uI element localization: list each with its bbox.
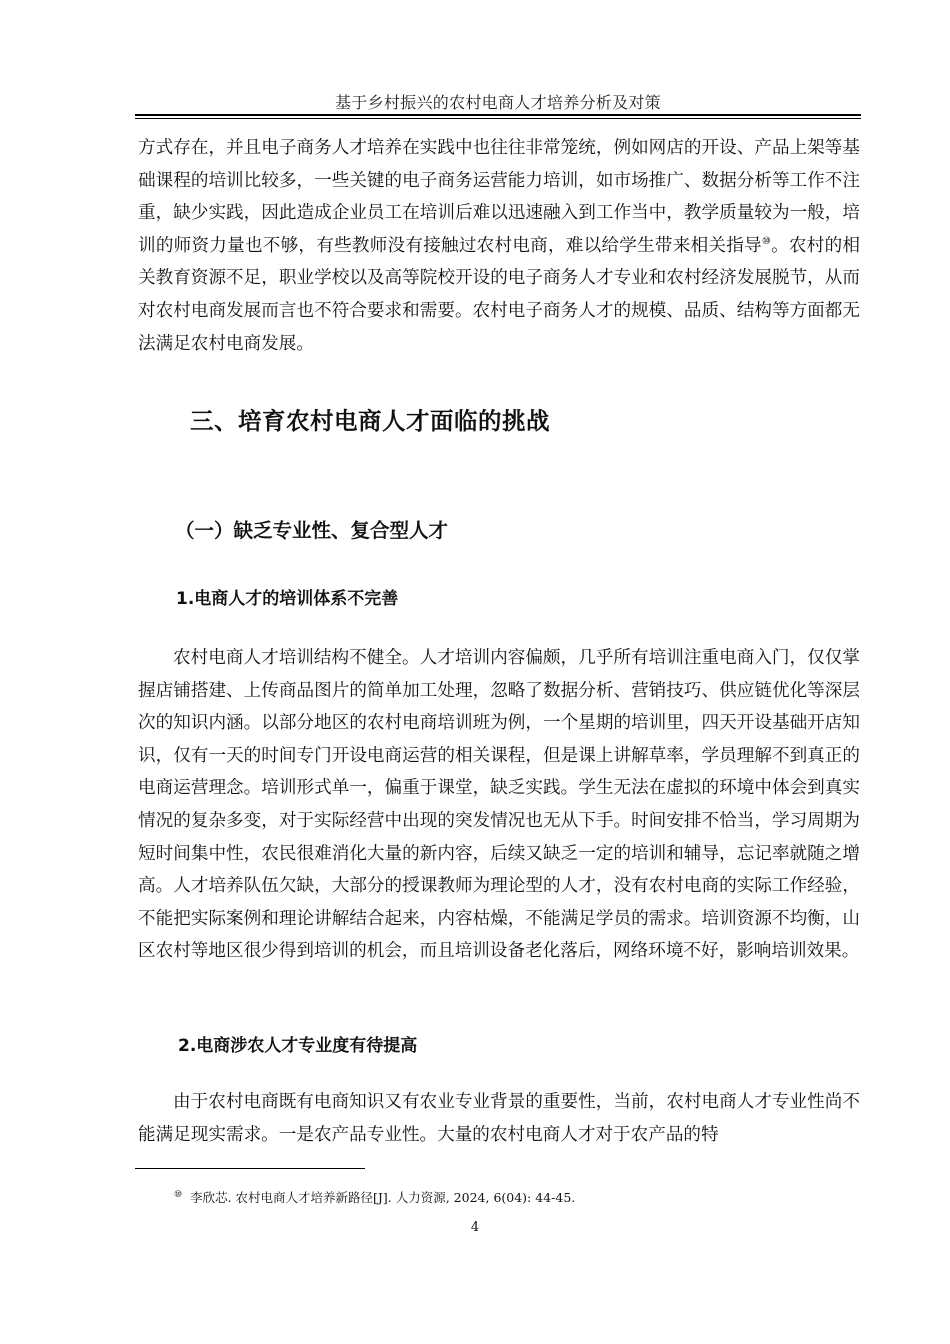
header-rule-thin: [135, 118, 861, 119]
body-paragraph-3: 由于农村电商既有电商知识又有农业专业背景的重要性，当前，农村电商人才专业性尚不能满足现实需求。一是农产品专业性。大量的农村电商人才对于农产品的特: [138, 1092, 860, 1145]
header-rule: [135, 114, 861, 116]
footnote: [174, 1188, 575, 1206]
section-heading: 三、培育农村电商人才面临的挑战: [190, 407, 550, 435]
footnote-marker: ⑩: [174, 1189, 183, 1200]
running-header: 基于乡村振兴的农村电商人才培养分析及对策: [334, 93, 661, 112]
footnote-text: 李欣芯. 农村电商人才培养新路径[J]. 人力资源, 2024, 6(04): 44-45.: [190, 1190, 576, 1205]
sub-heading-1: 1.电商人才的培训体系不完善: [176, 589, 399, 609]
paragraph-1-text-a: 方式存在，并且电子商务人才培养在实践中也往往非常笼统，例如网店的开设、产品上架等基础课程的培训比较多，一些关键的电子商务运营能力培训，如市场推广、数据分析等工作不注重，缺少实践，因此造成企业员工在培训后难以迅速融入到工作当中，教学质量较为一般，培训的师资力量也不够，有些教师没有接触过农村电商，难以给学生带来相关指导: [138, 138, 860, 256]
subsection-heading: （一）缺乏专业性、复合型人才: [175, 519, 449, 542]
paragraph-1-text-b: 。农村的相关教育资源不足，职业学校以及高等院校开设的电子商务人才专业和农村经济发展脱节，从而对农村电商发展而言也不符合要求和需要。农村电子商务人才的规模、品质、结构等方面都无法满足农村电商发展。: [138, 235, 860, 354]
footnote-separator: [135, 1168, 365, 1169]
page-number: 4: [470, 1220, 480, 1235]
body-paragraph-2: 农村电商人才培训结构不健全。人才培训内容偏颇，几乎所有培训注重电商入门，仅仅掌握店铺搭建、上传商品图片的简单加工处理，忽略了数据分析、营销技巧、供应链优化等深层次的知识内涵。以部分地区的农村电商培训班为例，一个星期的培训里，四天开设基础开店知识，仅有一天的时间专门开设电商运营的相关课程，但是课上讲解草率，学员理解不到真正的电商运营理念。培训形式单一，偏重于课堂，缺乏实践。学生无法在虚拟的环境中体会到真实情况的复杂多变，对于实际经营中出现的突发情况也无从下手。时间安排不恰当，学习周期为短时间集中性，农民很难消化大量的新内容，后续又缺乏一定的培训和辅导，忘记率就随之增高。人才培养队伍欠缺，大部分的授课教师为理论型的人才，没有农村电商的实际工作经验，不能把实际案例和理论讲解结合起来，内容枯燥，不能满足学员的需求。培训资源不均衡，山区农村等地区很少得到培训的机会，而且培训设备老化落后，网络环境不好，影响培训效果。: [138, 648, 860, 962]
footnote-reference[interactable]: ⑩: [761, 235, 772, 247]
body-paragraph-1: [138, 132, 860, 360]
sub-heading-2: 2.电商涉农人才专业度有待提高: [178, 1036, 418, 1056]
